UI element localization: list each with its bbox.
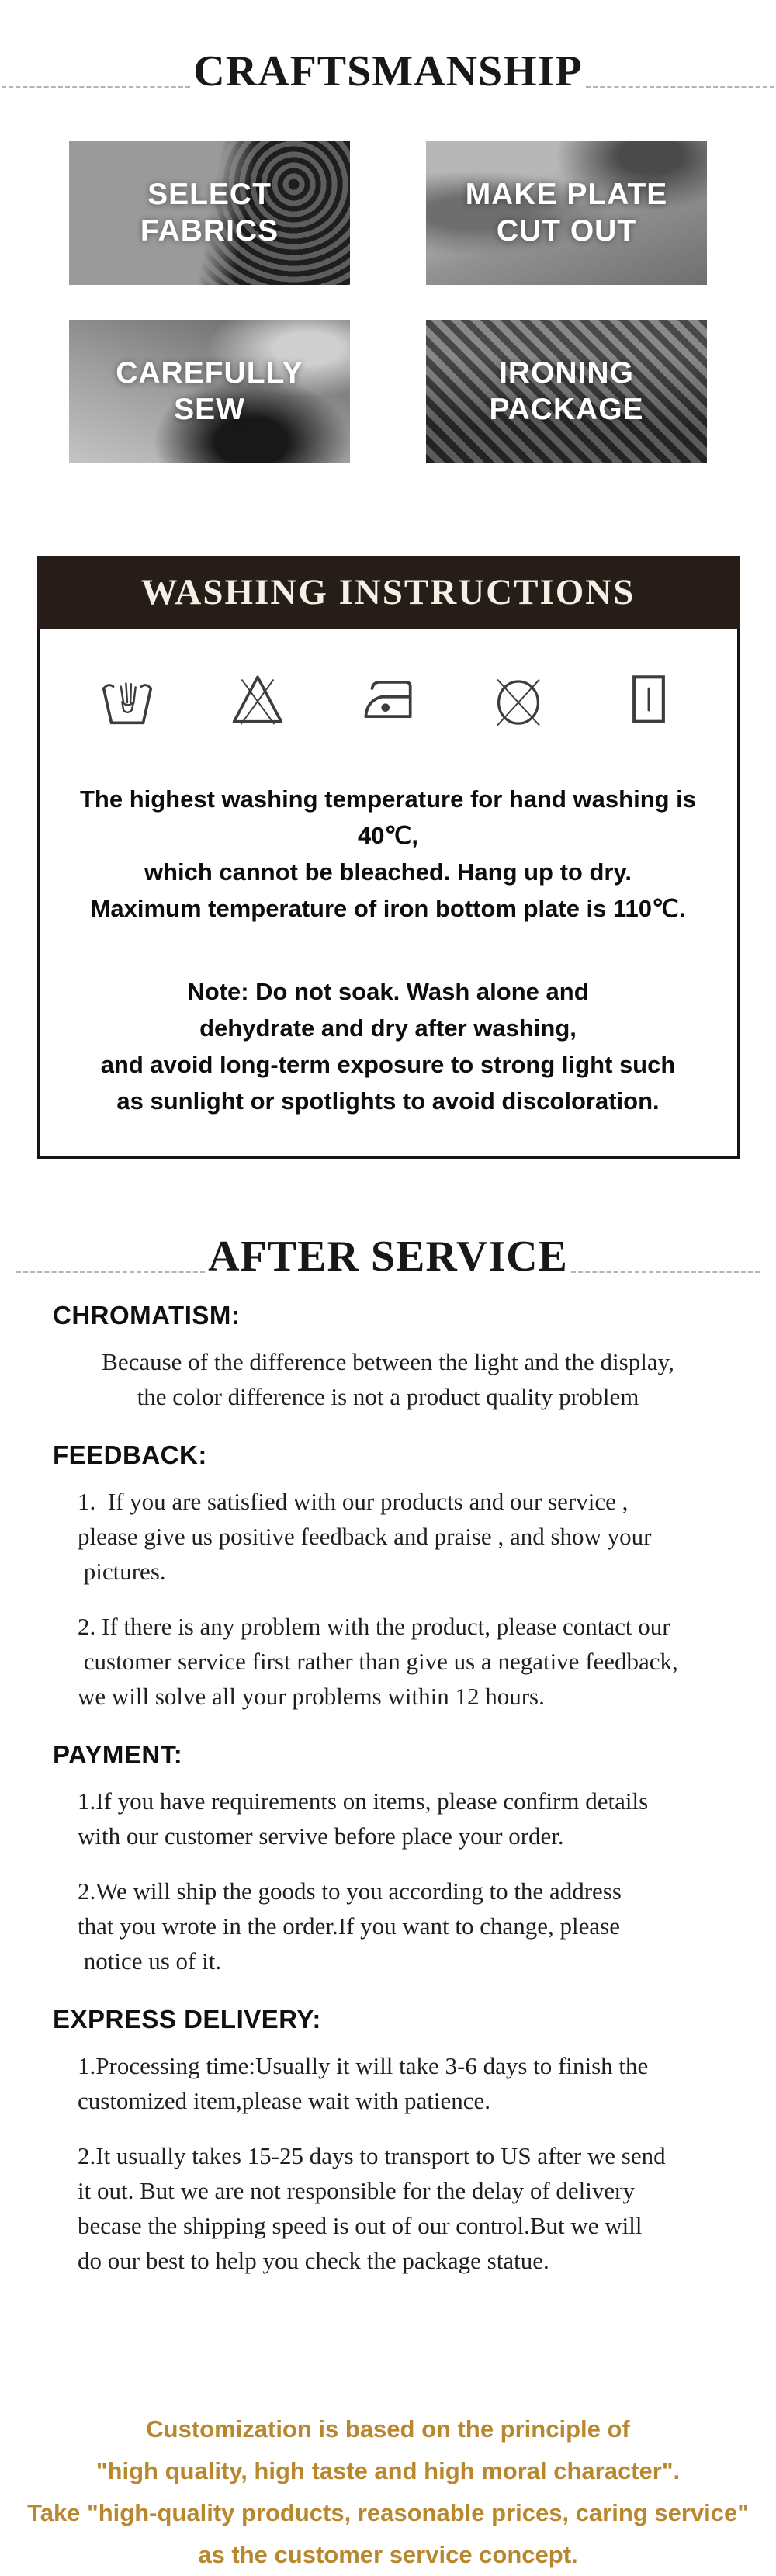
do-not-dry-clean-icon xyxy=(487,667,550,731)
text-line: please give us positive feedback and praise , and show your xyxy=(78,1523,652,1551)
text-line: The highest washing temperature for hand washing is 40℃, xyxy=(79,785,703,849)
tile-label-line: FABRICS xyxy=(140,214,279,248)
tile-label xyxy=(426,320,707,463)
payment-heading: PAYMENT: xyxy=(53,1740,183,1770)
tile-label xyxy=(426,141,707,285)
payment-section xyxy=(0,1740,776,1978)
chromatism-section xyxy=(0,1301,776,1414)
drip-dry-hang-icon xyxy=(617,667,681,731)
text-line: Take "high-quality products, reasonable prices, caring service" xyxy=(27,2499,749,2527)
express-delivery-heading: EXPRESS DELIVERY: xyxy=(53,2005,321,2034)
text-line: with our customer servive before place your order. xyxy=(78,1822,564,1850)
text-line: do our best to help you check the package statue. xyxy=(78,2247,549,2275)
tile-carefully-sew xyxy=(69,320,350,463)
feedback-paragraph-1 xyxy=(78,1484,736,1589)
right-dash-divider xyxy=(571,1271,760,1273)
tile-make-plate-cut-out xyxy=(426,141,707,285)
left-dash-divider xyxy=(2,86,190,88)
text-line: Because of the difference between the light and the display, xyxy=(102,1348,674,1376)
text-line: customized item,please wait with patience. xyxy=(78,2087,490,2115)
text-line: that you wrote in the order.If you want to change, please xyxy=(78,1912,620,1940)
tile-label-line: CUT OUT xyxy=(496,214,637,248)
text-line: becase the shipping speed is out of our control.But we will xyxy=(78,2212,643,2240)
do-not-bleach-icon xyxy=(226,667,289,731)
tile-label xyxy=(69,141,350,285)
washing-instructions-box xyxy=(37,629,740,1159)
text-line: 2.We will ship the goods to you according to the address xyxy=(78,1877,622,1905)
text-line: pictures. xyxy=(78,1558,166,1586)
chromatism-paragraph xyxy=(47,1344,729,1414)
text-line: dehydrate and dry after washing, xyxy=(199,1014,577,1042)
express-delivery-paragraph-2 xyxy=(78,2138,736,2278)
after-service-header xyxy=(0,1233,776,1281)
text-line: customer service first rather than give us a negative feedback, xyxy=(78,1648,678,1676)
tile-label-line: PACKAGE xyxy=(489,393,644,427)
tile-label-line: MAKE PLATE xyxy=(465,178,668,212)
washing-temperature-paragraph xyxy=(58,781,719,927)
tile-label-line: SEW xyxy=(174,393,245,427)
text-line: Maximum temperature of iron bottom plate is 110℃. xyxy=(90,894,686,922)
text-line: 2.It usually takes 15-25 days to transport to US after we send xyxy=(78,2142,666,2170)
text-line: as sunlight or spotlights to avoid discoloration. xyxy=(116,1087,660,1115)
hand-wash-icon xyxy=(95,667,159,731)
feedback-heading: FEEDBACK: xyxy=(53,1441,207,1470)
text-line: and avoid long-term exposure to strong light such xyxy=(100,1050,676,1078)
express-delivery-section xyxy=(0,2005,776,2278)
text-line: 2. If there is any problem with the product, please contact our xyxy=(78,1613,670,1641)
text-line: notice us of it. xyxy=(78,1947,222,1975)
left-dash-divider xyxy=(16,1271,205,1273)
tile-label-line: SELECT xyxy=(147,178,272,212)
customization-slogan xyxy=(0,2408,776,2576)
tile-label-line: IRONING xyxy=(499,356,634,390)
washing-instructions-section xyxy=(37,556,740,1159)
after-service-title: AFTER SERVICE xyxy=(208,1232,568,1281)
craftsmanship-title: CRAFTSMANSHIP xyxy=(193,47,583,95)
text-line: Note: Do not soak. Wash alone and xyxy=(187,977,589,1005)
payment-paragraph-1 xyxy=(78,1784,736,1853)
feedback-paragraph-2 xyxy=(78,1609,736,1714)
tile-ironing-package xyxy=(426,320,707,463)
payment-paragraph-2 xyxy=(78,1874,736,1978)
washing-instructions-title: WASHING INSTRUCTIONS xyxy=(140,572,636,613)
text-line: Customization is based on the principle of xyxy=(146,2415,630,2443)
express-delivery-paragraph-1 xyxy=(78,2048,736,2118)
text-line: as the customer service concept. xyxy=(198,2541,578,2569)
tile-label-line: CAREFULLY xyxy=(116,356,303,390)
text-line: "high quality, high taste and high moral character". xyxy=(95,2457,681,2485)
tile-select-fabrics xyxy=(69,141,350,285)
text-line: 1.If you have requirements on items, please confirm details xyxy=(78,1787,649,1815)
washing-instructions-banner xyxy=(37,556,740,629)
washing-note-paragraph xyxy=(58,973,719,1119)
right-dash-divider xyxy=(586,86,774,88)
feedback-section xyxy=(0,1441,776,1714)
iron-low-temperature-icon xyxy=(356,667,420,731)
text-line: 1.Processing time:Usually it will take 3-6 days to finish the xyxy=(78,2052,649,2080)
text-line: we will solve all your problems within 12 hours. xyxy=(78,1683,545,1711)
text-line: the color difference is not a product quality problem xyxy=(137,1383,639,1411)
text-line: which cannot be bleached. Hang up to dry. xyxy=(144,858,632,886)
tile-label xyxy=(69,320,350,463)
process-tile-grid xyxy=(38,129,738,476)
text-line: 1. If you are satisfied with our products and our service , xyxy=(78,1488,629,1516)
care-symbols-row xyxy=(58,667,719,731)
chromatism-heading: CHROMATISM: xyxy=(53,1301,241,1330)
craftsmanship-header xyxy=(0,0,776,96)
text-line: it out. But we are not responsible for the delay of delivery xyxy=(78,2177,635,2205)
